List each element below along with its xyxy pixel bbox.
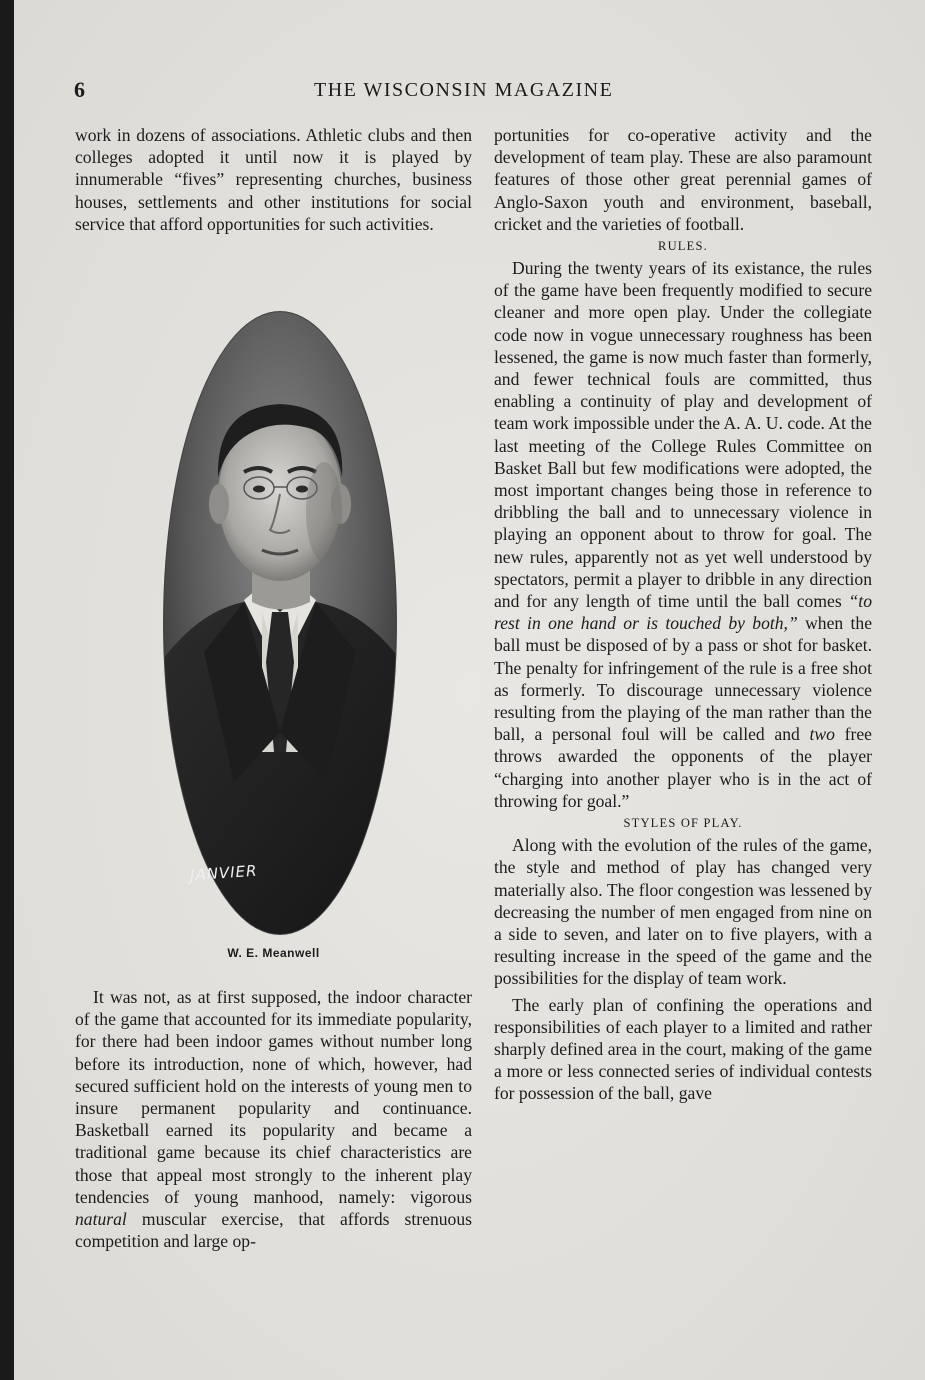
artist-signature: JANVIER (189, 861, 259, 885)
heading-styles-of-play: STYLES OF PLAY. (623, 816, 743, 831)
portrait-photo (164, 312, 396, 934)
page-number: 6 (74, 77, 85, 102)
rules-text-middle: when the ball must be disposed of by a pass or shot for basket. The penalty for infringement of the rule is a free shot as formerly. To discourage unnecessary violence resulting from the playing of the man rather than the ball, a personal foul will be called and (494, 613, 872, 745)
heading-rules: RULES. (658, 239, 708, 254)
paragraph-styles-2: The early plan of confining the operations and responsibilities of each player to a limited and rather sharply defined area in the court, making of the game a more or less connected series of individual contests for possession of the ball, gave (494, 994, 872, 1104)
rules-text-end: free throws awarded the opponents of the player “charging into another player who is in the act of throwing for goal.” (494, 724, 872, 811)
paragraph-team-play: portunities for co-operative activity and the development of team play. These are also paramount features of those other great perennial games of Anglo-Saxon youth and environment, baseball, cricket and the varieties of football. (494, 125, 872, 234)
rules-italic-two: two (809, 724, 835, 745)
paragraph-styles-1: Along with the evolution of the rules of the game, the style and method of play has changed very materially also. The floor congestion was lessened by decreasing the number of men engaged from nine on a side to seven, and later on to five players, with a resulting increase in the speed of the game and the possibilities for the display of team work. (494, 835, 872, 989)
popularity-text-start: It was not, as at first supposed, the indoor character of the game that accounted for its immediate popularity, for there had been indoor games without number long before its introduction, none of which, however, had secured sufficient hold on the interests of young men to insure permanent popularity and continuance. Basketball earned its popularity and became a traditional game because its chief characteristics are those that appeal most strongly to the inherent play tendencies of young manhood, namely: vigorous (75, 987, 472, 1207)
rules-text-start: During the twenty years of its existance, the rules of the game have been frequently modified to secure cleaner and more open play. Under the collegiate code now in vogue unnecessary roughness has been lessened, the game is now much faster than formerly, and fewer technical fouls are committed, thus enabling a continuity of play and development of team work impossible under the A. A. U. code. At the last meeting of the College Rules Committee on Basket Ball but few modifications were adopted, the most important changes being those in reference to dribbling the ball and to unnecessary violence in playing an opponent about to throw for goal. The new rules, apparently not as yet well understood by spectators, permit a player to dribble in any direction and for any length of time until the ball comes (494, 258, 872, 612)
popularity-italic-natural: natural (75, 1209, 127, 1230)
paragraph-popularity (75, 986, 472, 1252)
left-column-bottom (75, 986, 472, 1252)
popularity-text-end: muscular exercise, that affords strenuous competition and large op- (75, 1209, 472, 1252)
rules-italic-quote: “to rest in one hand or is touched by both,” (494, 591, 872, 634)
running-head (14, 77, 925, 107)
portrait-figure (164, 312, 396, 934)
portrait-illustration (164, 312, 396, 934)
left-column-top (75, 124, 472, 235)
magazine-page (14, 0, 925, 1380)
portrait-caption: W. E. Meanwell (227, 946, 320, 960)
paragraph-rules (494, 257, 872, 812)
paragraph-associations: work in dozens of associations. Athletic clubs and then colleges adopted it until now it is played by innumerable “fives” representing churches, business houses, settlements and other institutions for social service that afford opportunities for such activities. (75, 125, 472, 234)
magazine-title: THE WISCONSIN MAGAZINE (314, 79, 614, 101)
right-column (494, 124, 872, 1105)
